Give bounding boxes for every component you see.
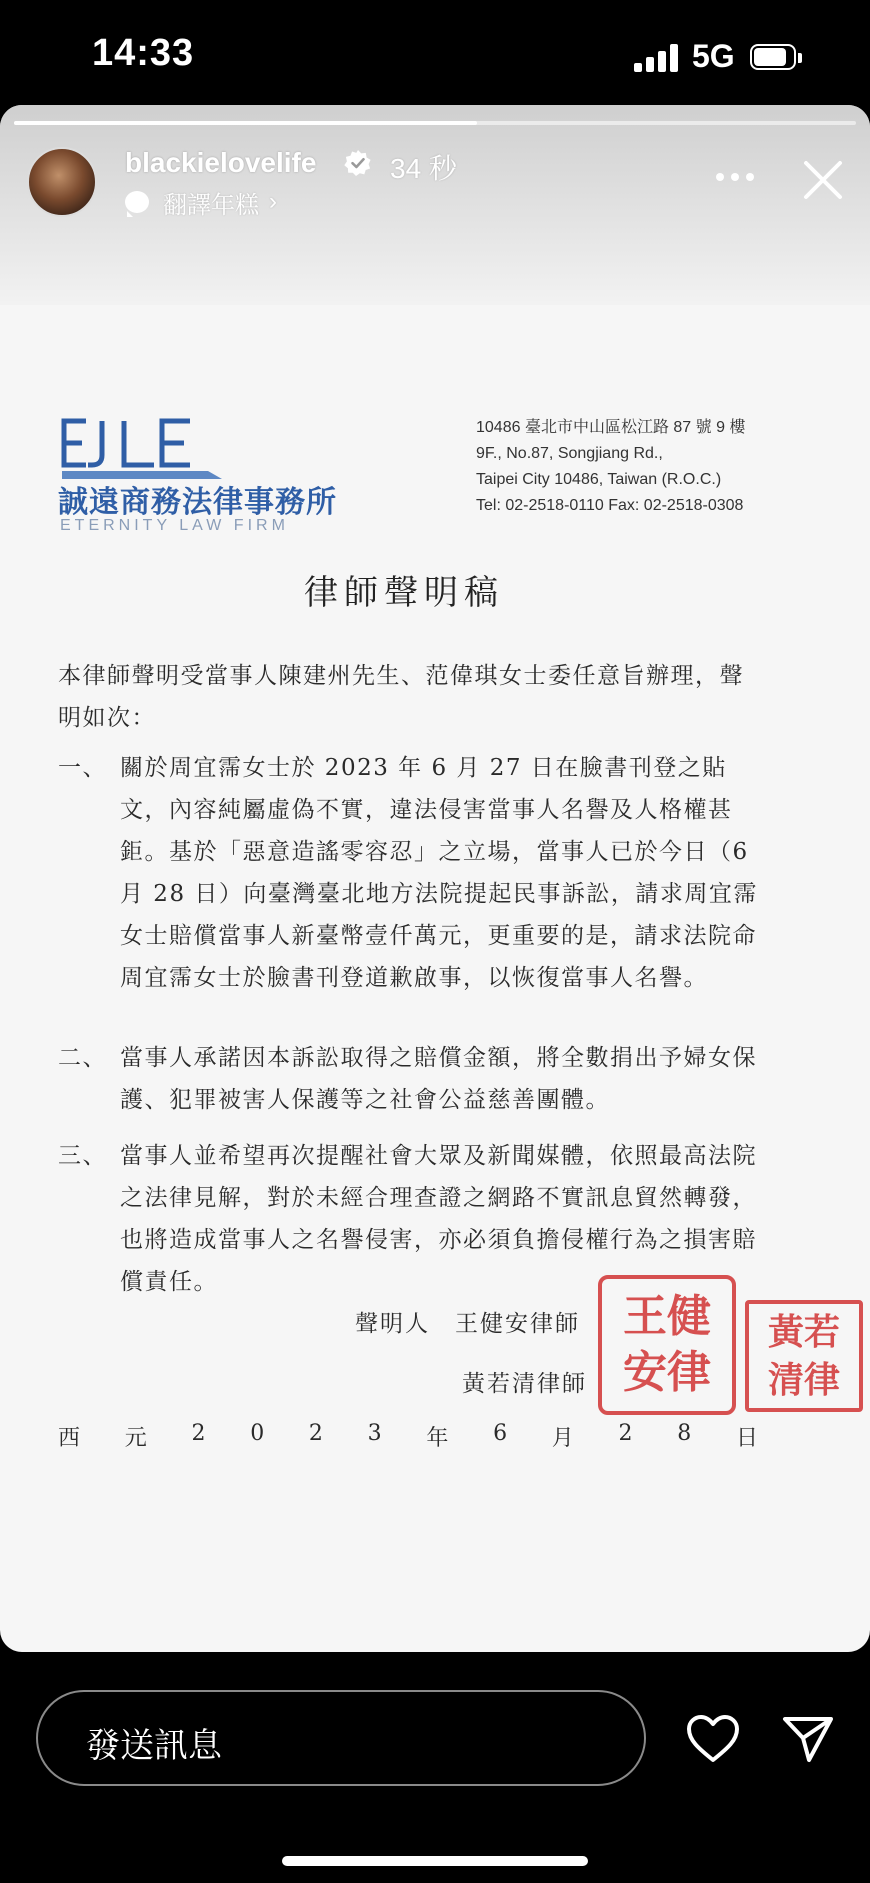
more-icon[interactable] xyxy=(716,173,756,183)
legal-statement-document xyxy=(0,255,870,1555)
date-char: 6 xyxy=(493,1421,508,1446)
translate-bubble-icon xyxy=(125,191,149,213)
clause-text: 當事人承諾因本訴訟取得之賠償金額，將全數捐出予婦女保護、犯罪被害人保護等之社會公益慈善團體。 xyxy=(120,1045,757,1113)
firm-logo-icon xyxy=(58,415,226,481)
chevron-right-icon: › xyxy=(269,188,277,215)
home-indicator xyxy=(282,1856,588,1866)
message-input[interactable] xyxy=(36,1690,646,1786)
firm-name-zh: 誠遠商務法律事務所 xyxy=(58,485,337,520)
signature-line-2: 黃若清律師 xyxy=(462,1371,587,1397)
heart-icon[interactable] xyxy=(686,1714,740,1764)
story-progress-bar xyxy=(14,121,856,125)
clause-1 xyxy=(58,747,758,999)
document-intro: 本律師聲明受當事人陳建州先生、范偉琪女士委任意旨辦理，聲明如次： xyxy=(58,663,744,731)
message-input-placeholder: 發送訊息 xyxy=(86,1727,222,1765)
date-char: 2 xyxy=(191,1421,206,1446)
status-bar xyxy=(0,0,870,105)
date-char: 元 xyxy=(124,1426,147,1451)
document-date xyxy=(58,1421,758,1452)
username[interactable]: blackielovelife xyxy=(125,147,317,178)
send-icon[interactable] xyxy=(782,1714,834,1764)
battery-icon xyxy=(750,44,804,72)
translate-link[interactable] xyxy=(125,185,277,219)
clause-number: 三、 xyxy=(58,1143,107,1169)
date-char: 0 xyxy=(250,1421,265,1446)
translate-label: 翻譯年糕 xyxy=(163,191,259,219)
clause-2 xyxy=(58,1037,758,1121)
date-char: 2 xyxy=(618,1421,633,1446)
date-char: 月 xyxy=(551,1426,574,1451)
address-line: 10486 臺北市中山區松江路 87 號 9 樓 xyxy=(476,419,746,436)
address-line: 9F., No.87, Songjiang Rd., xyxy=(476,445,663,462)
firm-address xyxy=(476,415,745,519)
close-icon[interactable] xyxy=(800,157,846,203)
seal-stamp-icon: 王健 安律 xyxy=(598,1275,736,1415)
date-char: 8 xyxy=(677,1421,692,1446)
story-progress-fill xyxy=(14,121,477,125)
address-line: Taipei City 10486, Taiwan (R.O.C.) xyxy=(476,471,722,488)
date-char: 3 xyxy=(367,1421,382,1446)
clause-number: 二、 xyxy=(58,1045,107,1071)
clause-text: 當事人並希望再次提醒社會大眾及新聞媒體，依照最高法院之法律見解，對於未經合理查證之網路不實訊息貿然轉發，也將造成當事人之名譽侵害，亦必須負擔侵權行為之損害賠償責任。 xyxy=(120,1143,757,1295)
story-card[interactable] xyxy=(0,105,870,1652)
firm-name-en: ETERNITY LAW FIRM xyxy=(60,517,289,534)
story-time-ago: 34 秒 xyxy=(390,153,457,184)
seal-stamp-icon: 黃若 清律 xyxy=(745,1300,863,1412)
network-label: 5G xyxy=(692,38,735,74)
address-line: Tel: 02-2518-0110 Fax: 02-2518-0308 xyxy=(476,497,744,514)
signature-line-1: 聲明人 王健安律師 xyxy=(355,1311,580,1337)
verified-icon xyxy=(344,149,372,177)
document-title: 律師聲明稿 xyxy=(304,573,504,613)
status-time: 14:33 xyxy=(92,32,195,74)
date-char: 2 xyxy=(308,1421,323,1446)
date-char: 年 xyxy=(426,1426,449,1451)
avatar[interactable] xyxy=(27,147,97,217)
clause-text: 關於周宜霈女士於 2023 年 6 月 27 日在臉書刊登之貼文，內容純屬虛偽不實，違法侵害當事人名譽及人格權甚鉅。基於「惡意造謠零容忍」之立場，當事人已於今日（6 月 28 日）向臺灣臺北地方法院提起民事訴訟，請求周宜霈女士賠償當事人新臺幣壹仟萬元，更重要的是，請求法院命周宜霈女士於臉書刊登道歉啟事，以恢復當事人名譽。 xyxy=(120,755,758,991)
signal-icon xyxy=(634,44,680,72)
clause-number: 一、 xyxy=(58,755,107,781)
date-char: 日 xyxy=(735,1426,758,1451)
date-char: 西 xyxy=(58,1426,81,1451)
